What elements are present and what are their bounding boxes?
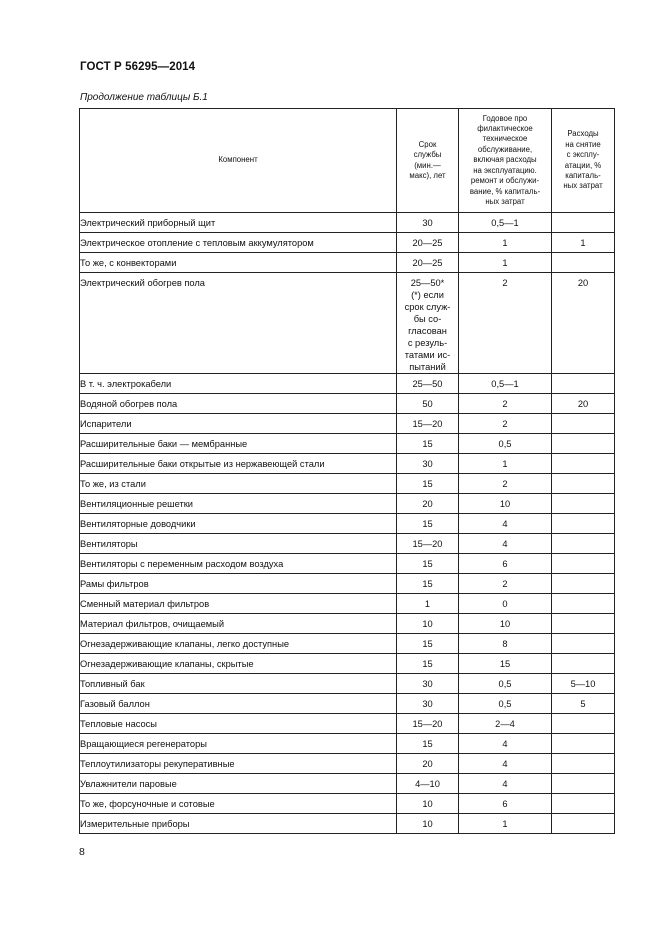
cell-service-life: 15—20 bbox=[397, 414, 459, 434]
cell-service-life: 4—10 bbox=[397, 774, 459, 794]
table-row bbox=[80, 534, 615, 554]
cell-component: Вентиляторы bbox=[80, 534, 397, 554]
cell-service-life: 10 bbox=[397, 614, 459, 634]
cell-service-life: 15 bbox=[397, 734, 459, 754]
cell-component: Электрический обогрев пола bbox=[80, 273, 397, 374]
cell-service-life: 30 bbox=[397, 674, 459, 694]
cell-service-life: 15 bbox=[397, 574, 459, 594]
cell-component: То же, с конвекторами bbox=[80, 253, 397, 273]
cell-component: Измерительные приборы bbox=[80, 814, 397, 834]
cell-removal bbox=[552, 434, 615, 454]
table-body bbox=[80, 213, 615, 834]
cell-component: Материал фильтров, очищаемый bbox=[80, 614, 397, 634]
cell-maintenance: 4 bbox=[459, 734, 552, 754]
cell-maintenance: 10 bbox=[459, 614, 552, 634]
cell-service-life: 15 bbox=[397, 474, 459, 494]
cell-maintenance: 4 bbox=[459, 774, 552, 794]
cell-maintenance: 1 bbox=[459, 454, 552, 474]
cell-service-life: 15 bbox=[397, 634, 459, 654]
cell-maintenance: 1 bbox=[459, 233, 552, 253]
cell-component: Огнезадерживающие клапаны, скрытые bbox=[80, 654, 397, 674]
cell-service-life: 20—25 bbox=[397, 253, 459, 273]
table-row bbox=[80, 734, 615, 754]
cell-removal bbox=[552, 253, 615, 273]
cell-removal: 1 bbox=[552, 233, 615, 253]
cell-removal bbox=[552, 654, 615, 674]
table-row bbox=[80, 233, 615, 253]
table-row bbox=[80, 694, 615, 714]
cell-component: Электрическое отопление с тепловым аккумулятором bbox=[80, 233, 397, 253]
cell-component: То же, из стали bbox=[80, 474, 397, 494]
cell-maintenance: 2 bbox=[459, 394, 552, 414]
cell-removal bbox=[552, 714, 615, 734]
cell-service-life: 30 bbox=[397, 454, 459, 474]
cell-removal bbox=[552, 414, 615, 434]
cell-maintenance: 10 bbox=[459, 494, 552, 514]
table-row bbox=[80, 213, 615, 233]
cell-service-life: 15 bbox=[397, 514, 459, 534]
components-table bbox=[79, 108, 615, 834]
cell-removal bbox=[552, 534, 615, 554]
cell-service-life: 30 bbox=[397, 694, 459, 714]
cell-component: Вентиляторные доводчики bbox=[80, 514, 397, 534]
cell-removal: 20 bbox=[552, 273, 615, 374]
cell-service-life: 20—25 bbox=[397, 233, 459, 253]
table-row bbox=[80, 634, 615, 654]
cell-removal bbox=[552, 814, 615, 834]
cell-maintenance: 15 bbox=[459, 654, 552, 674]
table-row bbox=[80, 774, 615, 794]
cell-removal bbox=[552, 454, 615, 474]
standard-code: ГОСТ Р 56295—2014 bbox=[80, 61, 196, 73]
cell-removal bbox=[552, 614, 615, 634]
cell-component: Расширительные баки открытые из нержавеющей стали bbox=[80, 454, 397, 474]
cell-service-life: 25—50 bbox=[397, 374, 459, 394]
cell-maintenance: 0,5—1 bbox=[459, 213, 552, 233]
cell-service-life: 10 bbox=[397, 794, 459, 814]
cell-removal bbox=[552, 554, 615, 574]
table-header-row bbox=[80, 109, 615, 213]
table-row bbox=[80, 554, 615, 574]
cell-removal bbox=[552, 794, 615, 814]
table-row bbox=[80, 454, 615, 474]
cell-component: Вентиляционные решетки bbox=[80, 494, 397, 514]
cell-maintenance: 6 bbox=[459, 554, 552, 574]
table-row bbox=[80, 754, 615, 774]
cell-service-life: 10 bbox=[397, 814, 459, 834]
cell-removal bbox=[552, 474, 615, 494]
header-service-life: Срок службы (мин.— макс), лет bbox=[397, 109, 459, 213]
cell-removal bbox=[552, 754, 615, 774]
cell-maintenance: 0 bbox=[459, 594, 552, 614]
cell-component: Расширительные баки — мембранные bbox=[80, 434, 397, 454]
cell-maintenance: 1 bbox=[459, 253, 552, 273]
table-row bbox=[80, 374, 615, 394]
cell-component: Испарители bbox=[80, 414, 397, 434]
cell-maintenance: 2 bbox=[459, 414, 552, 434]
cell-removal bbox=[552, 734, 615, 754]
table-row bbox=[80, 654, 615, 674]
cell-maintenance: 6 bbox=[459, 794, 552, 814]
cell-service-life: 15 bbox=[397, 434, 459, 454]
table-row bbox=[80, 674, 615, 694]
cell-removal bbox=[552, 774, 615, 794]
cell-removal bbox=[552, 374, 615, 394]
cell-service-life: 15 bbox=[397, 654, 459, 674]
cell-maintenance: 0,5 bbox=[459, 694, 552, 714]
table-row bbox=[80, 434, 615, 454]
table-row bbox=[80, 614, 615, 634]
cell-maintenance: 4 bbox=[459, 534, 552, 554]
cell-maintenance: 0,5 bbox=[459, 674, 552, 694]
cell-service-life: 20 bbox=[397, 494, 459, 514]
cell-component: Огнезадерживающие клапаны, легко доступные bbox=[80, 634, 397, 654]
table-row bbox=[80, 273, 615, 374]
cell-component: Сменный материал фильтров bbox=[80, 594, 397, 614]
cell-component: Вентиляторы с переменным расходом воздуха bbox=[80, 554, 397, 574]
cell-service-life: 15 bbox=[397, 554, 459, 574]
table-row bbox=[80, 414, 615, 434]
page-number: 8 bbox=[79, 846, 85, 858]
cell-component: Тепловые насосы bbox=[80, 714, 397, 734]
cell-removal bbox=[552, 634, 615, 654]
cell-component: То же, форсуночные и сотовые bbox=[80, 794, 397, 814]
table-row bbox=[80, 253, 615, 273]
cell-maintenance: 2 bbox=[459, 574, 552, 594]
table-row bbox=[80, 474, 615, 494]
cell-component: В т. ч. электрокабели bbox=[80, 374, 397, 394]
header-removal: Расходы на снятие с эксплу- атации, % капиталь- ных затрат bbox=[552, 109, 615, 213]
cell-service-life: 30 bbox=[397, 213, 459, 233]
cell-component: Теплоутилизаторы рекуперативные bbox=[80, 754, 397, 774]
cell-component: Электрический приборный щит bbox=[80, 213, 397, 233]
cell-removal bbox=[552, 494, 615, 514]
cell-service-life: 15—20 bbox=[397, 714, 459, 734]
cell-maintenance: 1 bbox=[459, 814, 552, 834]
header-component: Компонент bbox=[80, 109, 397, 213]
table-row bbox=[80, 574, 615, 594]
table-caption: Продолжение таблицы Б.1 bbox=[80, 92, 208, 103]
cell-component: Увлажнители паровые bbox=[80, 774, 397, 794]
cell-service-life: 1 bbox=[397, 594, 459, 614]
cell-maintenance: 2—4 bbox=[459, 714, 552, 734]
table-row bbox=[80, 494, 615, 514]
cell-removal bbox=[552, 574, 615, 594]
cell-maintenance: 2 bbox=[459, 474, 552, 494]
cell-maintenance: 8 bbox=[459, 634, 552, 654]
cell-maintenance: 4 bbox=[459, 754, 552, 774]
cell-component: Водяной обогрев пола bbox=[80, 394, 397, 414]
cell-service-life: 20 bbox=[397, 754, 459, 774]
cell-service-life: 50 bbox=[397, 394, 459, 414]
cell-service-life: 25—50* (*) если срок служ- бы со- гласован с резуль- татами ис- пытаний bbox=[397, 273, 459, 374]
cell-maintenance: 4 bbox=[459, 514, 552, 534]
cell-maintenance: 0,5 bbox=[459, 434, 552, 454]
cell-removal bbox=[552, 213, 615, 233]
table-row bbox=[80, 794, 615, 814]
cell-component: Вращающиеся регенераторы bbox=[80, 734, 397, 754]
cell-maintenance: 0,5—1 bbox=[459, 374, 552, 394]
cell-removal: 5—10 bbox=[552, 674, 615, 694]
header-maintenance: Годовое про филактическое техническое обслуживание, включая расходы на эксплуатацию. ремонт и обслужи- вание, % капиталь- ных затрат bbox=[459, 109, 552, 213]
table-row bbox=[80, 714, 615, 734]
cell-maintenance: 2 bbox=[459, 273, 552, 374]
table-row bbox=[80, 394, 615, 414]
table-row bbox=[80, 514, 615, 534]
table-row bbox=[80, 814, 615, 834]
cell-removal bbox=[552, 514, 615, 534]
cell-removal: 20 bbox=[552, 394, 615, 414]
cell-component: Рамы фильтров bbox=[80, 574, 397, 594]
cell-service-life: 15—20 bbox=[397, 534, 459, 554]
cell-removal: 5 bbox=[552, 694, 615, 714]
table-row bbox=[80, 594, 615, 614]
cell-component: Газовый баллон bbox=[80, 694, 397, 714]
cell-removal bbox=[552, 594, 615, 614]
cell-component: Топливный бак bbox=[80, 674, 397, 694]
